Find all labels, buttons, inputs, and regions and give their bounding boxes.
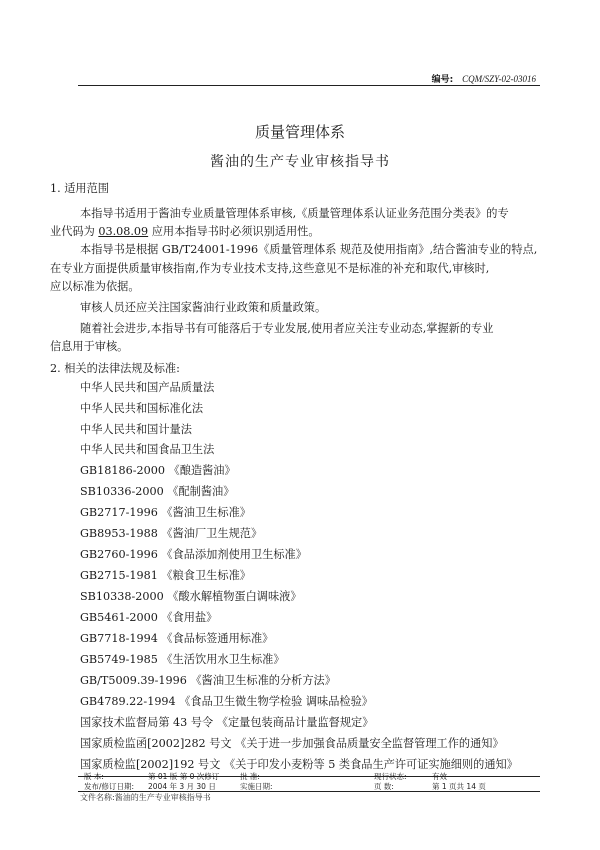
regulation-item: 中华人民共和国食品卫生法 bbox=[80, 443, 215, 456]
footer-page-value: 第 1 页共 14 页 bbox=[432, 782, 486, 791]
footer-impl-label: 实施日期: bbox=[240, 782, 273, 791]
regulation-item: GB2715-1981 《粮食卫生标准》 bbox=[80, 569, 251, 582]
regulation-item: 国家质检监函[2002]282 号文 《关于进一步加强食品质量安全监督管理工作的通知》 bbox=[80, 737, 504, 750]
document-number bbox=[432, 72, 536, 85]
regulation-item: GB8953-1988 《酱油厂卫生规范》 bbox=[80, 527, 263, 540]
section-1-p2-line2: 在专业方面提供质量审核指南,作为专业技术支持,这些意见不是标准的补充和取代,审核时, bbox=[50, 262, 490, 275]
footer-version-value: 第 01 版 第 0 次修订 bbox=[148, 772, 220, 781]
section-1-p2-line1: 本指导书是根据 GB/T24001-1996《质量管理体系 规范及使用指南》,结合酱油专业的特点, bbox=[80, 243, 538, 256]
footer-approve-label: 批 准: bbox=[240, 772, 260, 781]
regulation-item: GB4789.22-1994 《食品卫生微生物学检验 调味品检验》 bbox=[80, 695, 373, 708]
system-title: 质量管理体系 bbox=[254, 123, 345, 141]
section-2-heading: 2. 相关的法律法规及标准: bbox=[50, 362, 180, 375]
document-number-label: 编号: bbox=[431, 75, 454, 85]
document-number-value: CQM/SZY-02-03016 bbox=[462, 74, 536, 84]
footer-file-name: 文件名称:酱油的生产专业审核指导书 bbox=[80, 793, 211, 802]
regulation-item: GB2760-1996 《食品添加剂使用卫生标准》 bbox=[80, 548, 307, 561]
industry-code: 03.08.09 bbox=[98, 225, 149, 238]
section-1-p4-line1: 随着社会进步,本指导书有可能落后于专业发展,使用者应关注专业动态,掌握新的专业 bbox=[80, 322, 494, 335]
section-1-p3: 审核人员还应关注国家酱油行业政策和质量政策。 bbox=[80, 301, 327, 314]
footer-status-label: 现行状态: bbox=[374, 772, 407, 781]
footer-issue-label: 发布/修订日期: bbox=[84, 782, 135, 791]
regulation-item: 国家质检监[2002]192 号文 《关于印发小麦粉等 5 类食品生产许可证实施细则的通知》 bbox=[80, 758, 518, 771]
regulation-item: GB/T5009.39-1996 《酱油卫生标准的分析方法》 bbox=[80, 674, 336, 687]
regulation-item: 中华人民共和国标准化法 bbox=[80, 402, 204, 415]
section-1-heading: 1. 适用范围 bbox=[50, 182, 109, 195]
regulation-item: GB18186-2000 《酿造酱油》 bbox=[80, 464, 236, 477]
footer-version-label: 版 本: bbox=[84, 772, 104, 781]
footer-page-label: 页 数: bbox=[374, 782, 394, 791]
section-1-p1-line2 bbox=[50, 225, 320, 239]
section-1-p4-line2: 信息用于审核。 bbox=[50, 340, 129, 353]
footer-issue-value: 2004 年 3 月 30 日 bbox=[148, 782, 216, 791]
regulation-item: 国家技术监督局第 43 号令 《定量包装商品计量监督规定》 bbox=[80, 716, 374, 729]
p1-line2-pre: 业代码为 bbox=[50, 225, 95, 238]
regulation-item: SB10336-2000 《配制酱油》 bbox=[80, 485, 235, 498]
regulation-item: GB5461-2000 《食用盐》 bbox=[80, 611, 218, 624]
regulation-item: 中华人民共和国产品质量法 bbox=[80, 381, 215, 394]
footer-status-value: 有效 bbox=[432, 772, 447, 781]
regulation-item: SB10338-2000 《酸水解植物蛋白调味液》 bbox=[80, 590, 302, 603]
header-rule bbox=[78, 85, 540, 86]
p1-line2-post: 应用本指导书时必须识别适用性。 bbox=[151, 225, 320, 238]
regulation-item: GB2717-1996 《酱油卫生标准》 bbox=[80, 506, 251, 519]
regulation-item: 中华人民共和国计量法 bbox=[80, 423, 192, 436]
regulation-item: GB5749-1985 《生活饮用水卫生标准》 bbox=[80, 653, 285, 666]
section-1-p2-line3: 应以标准为依据。 bbox=[50, 280, 140, 293]
regulation-item: GB7718-1994 《食品标签通用标准》 bbox=[80, 632, 274, 645]
section-1-p1-line1: 本指导书适用于酱油专业质量管理体系审核,《质量管理体系认证业务范围分类表》的专 bbox=[80, 207, 509, 220]
guide-title: 酱油的生产专业审核指导书 bbox=[210, 154, 390, 170]
